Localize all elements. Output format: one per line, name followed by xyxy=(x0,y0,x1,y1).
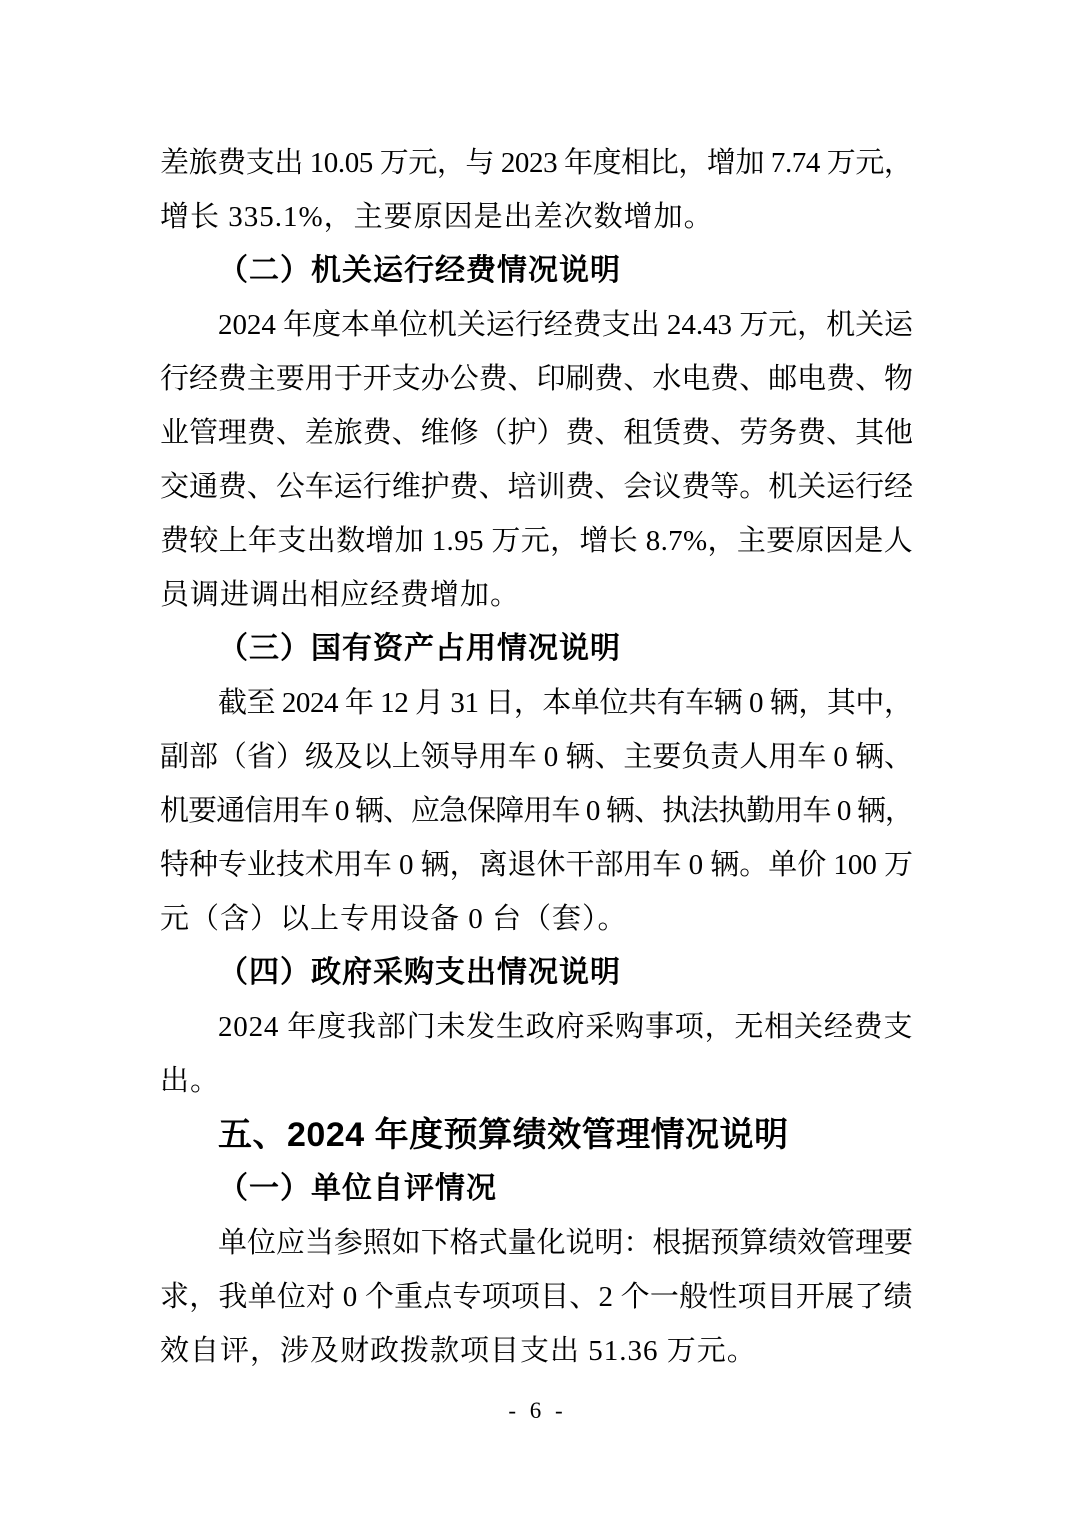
body-line: 求，我单位对 0 个重点专项项目、2 个一般性项目开展了绩 xyxy=(160,1281,913,1313)
chapter-heading: 五、2024 年度预算绩效管理情况说明 xyxy=(218,1116,789,1154)
section-heading: （一）单位自评情况 xyxy=(218,1172,497,1205)
body-line: 2024 年度本单位机关运行经费支出 24.43 万元，机关运 xyxy=(218,309,914,341)
body-line: 机要通信用车 0 辆、应急保障用车 0 辆、执法执勤用车 0 辆， xyxy=(160,795,914,827)
body-line: 元（含）以上专用设备 0 台（套）。 xyxy=(160,903,628,935)
page-number: - 6 - xyxy=(508,1398,567,1423)
body-line: 交通费、公车运行维护费、培训费、会议费等。机关运行经 xyxy=(160,471,914,503)
body-line: 员调进调出相应经费增加。 xyxy=(160,579,521,611)
body-line: 差旅费支出 10.05 万元，与 2023 年度相比，增加 7.74 万元， xyxy=(160,147,913,179)
section-heading: （二）机关运行经费情况说明 xyxy=(218,254,621,287)
section-heading: （四）政府采购支出情况说明 xyxy=(218,956,621,989)
body-line: 2024 年度我部门未发生政府采购事项，无相关经费支 xyxy=(218,1011,914,1043)
document-body xyxy=(160,136,913,1378)
body-line: 特种专业技术用车 0 辆，离退休干部用车 0 辆。单价 100 万 xyxy=(160,849,914,881)
body-line: 截至 2024 年 12 月 31 日，本单位共有车辆 0 辆，其中， xyxy=(218,687,913,719)
body-line: 单位应当参照如下格式量化说明：根据预算绩效管理要 xyxy=(218,1227,913,1259)
body-line: 业管理费、差旅费、维修（护）费、租赁费、劳务费、其他 xyxy=(160,417,914,449)
body-line: 增长 335.1%，主要原因是出差次数增加。 xyxy=(160,201,714,233)
section-heading: （三）国有资产占用情况说明 xyxy=(218,632,621,665)
body-line: 效自评，涉及财政拨款项目支出 51.36 万元。 xyxy=(160,1335,757,1367)
body-line: 费较上年支出数增加 1.95 万元，增长 8.7%，主要原因是人 xyxy=(160,525,913,557)
body-line: 出。 xyxy=(160,1065,221,1097)
body-line: 副部（省）级及以上领导用车 0 辆、主要负责人用车 0 辆、 xyxy=(160,741,914,773)
body-line: 行经费主要用于开支办公费、印刷费、水电费、邮电费、物 xyxy=(160,363,914,395)
